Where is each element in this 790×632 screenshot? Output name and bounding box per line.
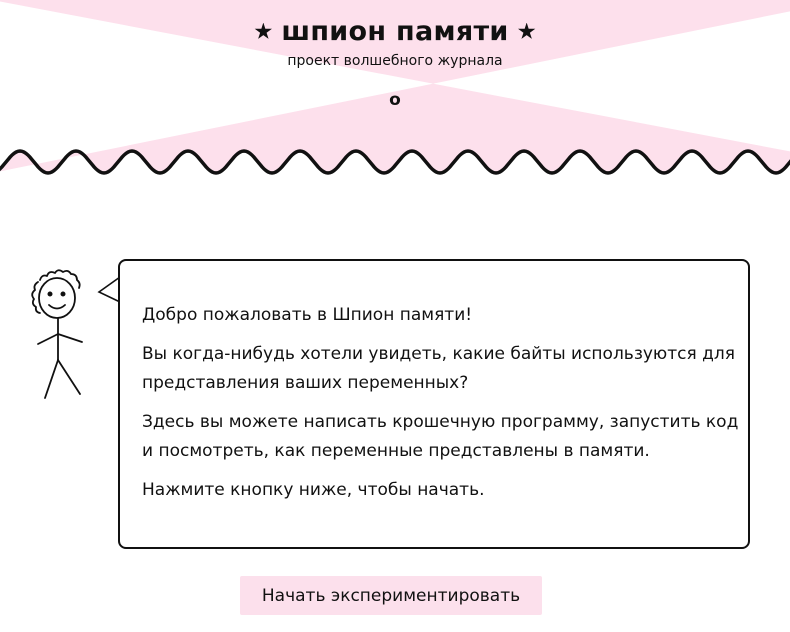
intro-paragraph-welcome: Добро пожаловать в Шпион памяти! [142, 305, 473, 325]
intro-paragraph-explanation: Здесь вы можете написать крошечную программу, запустить код и посмотреть, как переменные представлены в памяти. [142, 412, 739, 461]
title-row [0, 16, 790, 47]
page-subtitle: проект волшебного журнала [287, 53, 503, 69]
star-icon [518, 23, 536, 41]
star-icon [254, 23, 272, 41]
intro-paragraph-instruction: Нажмите кнопку ниже, чтобы начать. [142, 480, 485, 500]
page-title: шпион памяти [281, 16, 509, 47]
header-mark: o [389, 90, 401, 110]
stick-figure-icon [28, 268, 90, 420]
intro-paragraph-question: Вы когда-нибудь хотели увидеть, какие байты используются для представления ваших переменных? [142, 344, 735, 393]
header [0, 0, 790, 178]
intro-text [142, 301, 742, 515]
start-experimenting-button[interactable]: Начать экспериментировать [240, 576, 542, 615]
speech-bubble [118, 259, 750, 549]
